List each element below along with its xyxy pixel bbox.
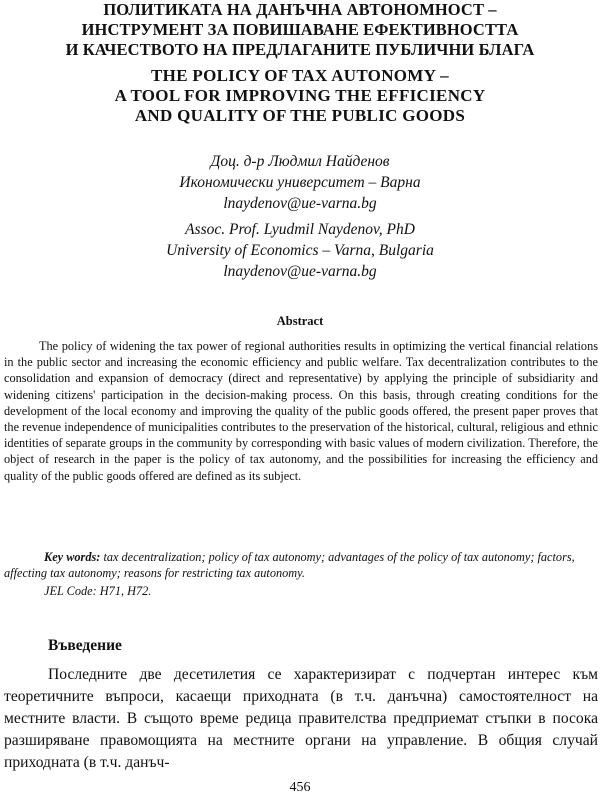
title-bg-line-3: И КАЧЕСТВОТО НА ПРЕДЛАГАНИТЕ ПУБЛИЧНИ БЛАГА (65, 40, 535, 59)
keywords-paragraph (4, 549, 598, 581)
title-english (0, 66, 600, 126)
jel-code: JEL Code: H71, H72. (44, 584, 152, 598)
title-bg-line-2: ИНСТРУМЕНТ ЗА ПОВИШАВАНЕ ЕФЕКТИВНОСТТА (81, 20, 519, 39)
abstract-text: The policy of widening the tax power of regional authorities results in optimizing the vertical financial relations in the public sector and increasing the economic efficiency and public welfare. Tax decentralization contributes to the consolidation and expansion of democracy (direct and representative) by applying the principle of subsidiarity and widening citizens' participation in the decision-making process. On this basis, through creating conditions for the development of the local economy and improving the quality of the public goods offered, the present paper proves that the revenue independence of municipalities contributes to the preservation of the historical, cultural, religious and ethnic identities of separate groups in the community by corresponding with basic values of modern civilization. Therefore, the object of research in the paper is the policy of tax autonomy, and the possibilities for increasing the efficiency and quality of the public goods offered are defined as its subject. (4, 339, 598, 483)
title-bulgarian (0, 0, 600, 60)
author-name-en: Assoc. Prof. Lyudmil Naydenov, PhD (185, 221, 415, 238)
abstract-heading: Abstract (276, 314, 324, 328)
author-email-en: lnaydenov@ue-varna.bg (223, 263, 377, 280)
keywords-label: Key words: (44, 550, 101, 564)
title-en-line-2: A TOOL FOR IMPROVING THE EFFICIENCY (114, 86, 486, 105)
title-bg-line-1: ПОЛИТИКАТА НА ДАНЪЧНА АВТОНОМНОСТ – (103, 0, 497, 19)
page-number: 456 (289, 780, 311, 795)
title-en-line-3: AND QUALITY OF THE PUBLIC GOODS (134, 106, 466, 125)
author-block-bulgarian (0, 151, 600, 214)
section-heading: Въведение (48, 637, 122, 654)
section-body-text: Последните две десетилетия се характеризират с подчертан интерес към теоретичните въпроси, касаещи приходната (в т.ч. данъчна) самостоятелност на местните власти. В същото време редица правителства предприемат стъпки в посока разширяване правомощията на местните органи на управление. В общия случай приходната (в т.ч. данъч- (4, 666, 598, 771)
author-affiliation-en: University of Economics – Varna, Bulgaria (166, 242, 434, 259)
keywords-text: tax decentralization; policy of tax autonomy; advantages of the policy of tax autonomy; factors, affecting tax autonomy; reasons for restricting tax autonomy. (4, 550, 575, 581)
author-email-bg: lnaydenov@ue-varna.bg (223, 195, 377, 212)
author-affiliation-bg: Икономически университет – Варна (179, 174, 421, 191)
author-name-bg: Доц. д-р Людмил Найденов (210, 153, 390, 170)
author-block-english (0, 219, 600, 282)
title-en-line-1: THE POLICY OF TAX AUTONOMY – (151, 66, 449, 85)
